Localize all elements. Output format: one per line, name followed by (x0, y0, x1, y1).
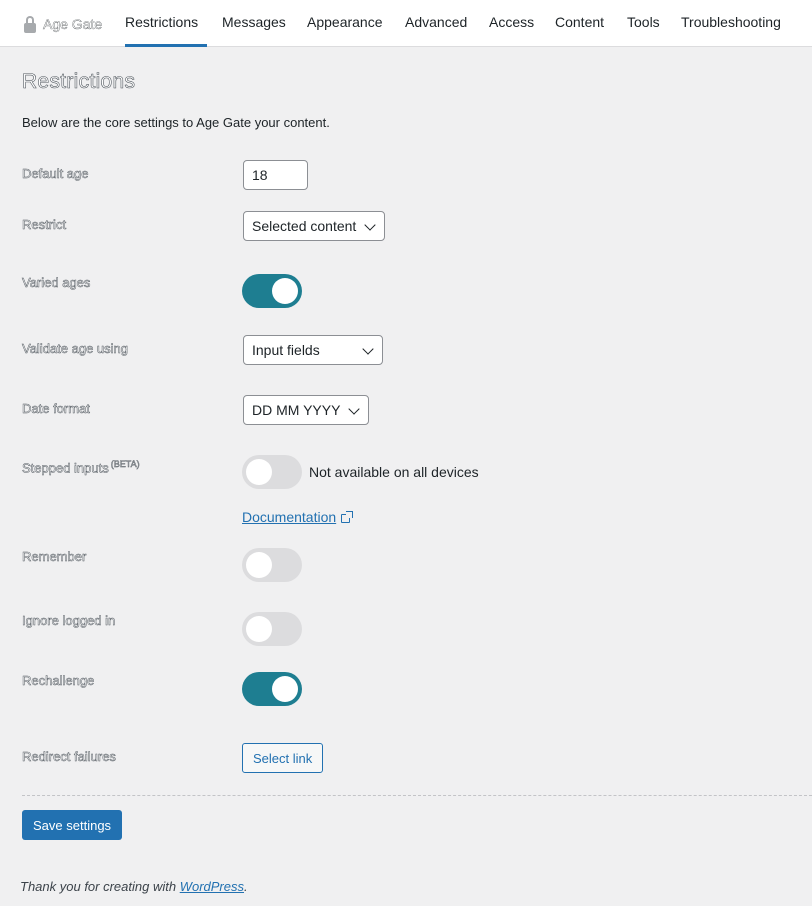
remember-toggle[interactable] (242, 548, 302, 582)
validate-age-select[interactable] (243, 335, 383, 365)
stepped-inputs-label-text: Stepped inputs (22, 460, 109, 476)
tab-tools[interactable]: Tools (627, 14, 660, 30)
external-link-icon (341, 512, 352, 523)
date-format-select[interactable] (243, 395, 369, 425)
validate-age-label: Validate age using (22, 341, 129, 356)
toggle-knob (246, 459, 272, 485)
chevron-down-icon (365, 219, 376, 230)
tab-restrictions[interactable]: Restrictions (125, 14, 207, 47)
redirect-failures-label: Redirect failures (22, 749, 116, 764)
stepped-inputs-toggle[interactable] (242, 455, 302, 489)
page-title: Restrictions (22, 70, 136, 93)
stepped-inputs-note: Not available on all devices (309, 464, 479, 480)
validate-age-select-value: Input fields (252, 342, 320, 358)
varied-ages-label: Varied ages (22, 275, 91, 290)
date-format-label: Date format (22, 401, 90, 416)
toggle-knob (246, 552, 272, 578)
select-link-button[interactable]: Select link (242, 743, 323, 773)
tab-messages[interactable]: Messages (222, 14, 286, 30)
lock-icon (23, 15, 37, 33)
default-age-label: Default age (22, 166, 89, 181)
documentation-link[interactable] (242, 509, 352, 525)
page-intro: Below are the core settings to Age Gate your content. (22, 115, 330, 130)
stepped-inputs-label (22, 459, 140, 475)
tab-troubleshooting[interactable]: Troubleshooting (681, 14, 781, 30)
ignore-logged-in-label: Ignore logged in (22, 613, 116, 628)
documentation-link-label: Documentation (242, 509, 337, 525)
brand-label: Age Gate (43, 16, 103, 32)
footer (20, 879, 248, 894)
toggle-knob (272, 676, 298, 702)
ignore-logged-in-toggle[interactable] (242, 612, 302, 646)
chevron-down-icon (362, 343, 373, 354)
restrict-select[interactable] (243, 211, 385, 241)
brand (23, 14, 102, 34)
remember-label: Remember (22, 549, 87, 564)
default-age-input[interactable] (243, 160, 308, 190)
top-nav (0, 0, 812, 47)
date-format-select-value: DD MM YYYY (252, 402, 341, 418)
chevron-down-icon (349, 403, 360, 414)
toggle-knob (272, 278, 298, 304)
rechallenge-toggle[interactable] (242, 672, 302, 706)
restrict-select-value: Selected content (252, 218, 357, 234)
tab-content[interactable]: Content (555, 14, 605, 30)
wordpress-link[interactable]: WordPress (179, 879, 244, 894)
tab-appearance[interactable]: Appearance (307, 14, 383, 30)
beta-badge: (BETA) (110, 459, 140, 469)
footer-text: Thank you for creating with (20, 879, 180, 894)
tab-advanced[interactable]: Advanced (405, 14, 468, 30)
restrict-label: Restrict (22, 217, 67, 232)
save-settings-button[interactable]: Save settings (22, 810, 122, 840)
toggle-knob (246, 616, 272, 642)
varied-ages-toggle[interactable] (242, 274, 302, 308)
divider (22, 795, 812, 796)
footer-end: . (244, 879, 248, 894)
tab-access[interactable]: Access (489, 14, 535, 30)
rechallenge-label: Rechallenge (22, 673, 95, 688)
